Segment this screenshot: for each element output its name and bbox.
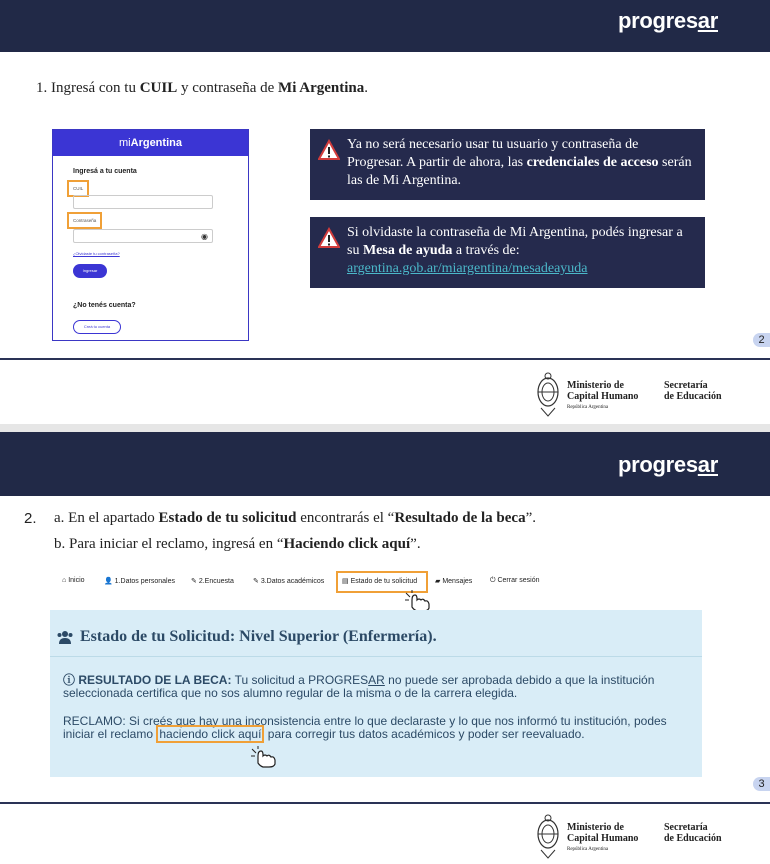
- nav-datos-academicos[interactable]: ✎ 3.Datos académicos: [253, 578, 325, 585]
- header-banner: [0, 432, 770, 496]
- nav-mensajes[interactable]: ▰ Mensajes: [435, 578, 473, 585]
- nav-cerrar-sesion[interactable]: ⏻ Cerrar sesión: [490, 577, 540, 584]
- notice-credentials: Ya no será necesario usar tu usuario y contraseña de Progresar. A partir de ahora, las credenciales de acceso serán las de Mi Argentina.: [310, 129, 705, 200]
- users-icon: [56, 630, 74, 644]
- page-number: 2: [753, 333, 770, 347]
- footer-logos: [535, 370, 735, 420]
- coat-of-arms-icon: [535, 370, 561, 418]
- progresar-logo: progresar: [617, 452, 718, 477]
- footer-divider: [0, 358, 770, 360]
- ministry-name: Ministerio de Capital Humano República Argentina: [567, 380, 639, 410]
- step-1-instruction: 1. Ingresá con tu CUIL y contraseña de Mi Argentina.: [36, 80, 369, 96]
- forgot-password-link[interactable]: ¿Olvidaste tu contraseña?: [73, 251, 120, 256]
- login-title: Ingresá a tu cuenta: [73, 168, 137, 175]
- claim-link[interactable]: haciendo click aquí: [156, 725, 264, 743]
- footer-divider: [0, 802, 770, 804]
- solicitud-status-panel: [50, 610, 702, 777]
- password-field[interactable]: [73, 229, 213, 243]
- result-message: ⓘ RESULTADO DE LA BECA: Tu solicitud a PROGRESAR no puede ser aprobada debido a que la institución seleccionada certifica que no sos alumno regular de la misma o de la carrera elegida.: [63, 673, 655, 700]
- step-2a-instruction: a. En el apartado Estado de tu solicitud encontrarás el “Resultado de la beca”.: [54, 510, 537, 526]
- ministry-name: Ministerio de Capital Humano República Argentina: [567, 822, 639, 852]
- nav-datos-personales[interactable]: 👤 1.Datos personales: [104, 578, 175, 585]
- warning-icon: [318, 139, 340, 161]
- panel-title: Estado de tu Solicitud: Nivel Superior (Enfermería).: [80, 628, 437, 645]
- pointer-hand-icon: [250, 746, 280, 768]
- help-desk-link[interactable]: argentina.gob.ar/miargentina/mesadeayuda: [347, 261, 588, 276]
- nav-inicio[interactable]: ⌂ Inicio: [62, 577, 85, 584]
- nav-encuesta[interactable]: ✎ 2.Encuesta: [191, 578, 234, 585]
- panel-divider: [50, 656, 702, 657]
- page-number: 3: [753, 777, 770, 791]
- slide-2: [0, 432, 770, 864]
- step-2-number: 2.: [24, 510, 37, 527]
- secretary-name: Secretaría de Educación: [664, 822, 722, 844]
- coat-of-arms-icon: [535, 812, 561, 860]
- footer-logos: [535, 812, 735, 862]
- login-button[interactable]: Ingresar: [73, 264, 107, 278]
- secretary-name: Secretaría de Educación: [664, 380, 722, 402]
- notice-help-desk: Si olvidaste la contraseña de Mi Argentina, podés ingresar a su Mesa de ayuda a través de: argentina.gob.ar/miargentina/mesadeayuda: [310, 217, 705, 288]
- cuil-label: CUIL: [67, 180, 89, 197]
- claim-message: RECLAMO: Si creés que hay una inconsistencia entre lo que declaraste y lo que nos informó tu institución, podes iniciar el reclamo haciendo click aquí para corregir tus datos académicos y poder ser reevaluado.: [63, 714, 667, 741]
- pointer-hand-icon: [404, 590, 434, 612]
- step-2b-instruction: b. Para iniciar el reclamo, ingresá en “Haciendo click aquí”.: [54, 536, 421, 552]
- password-label: Contraseña: [67, 212, 102, 229]
- eye-icon[interactable]: ◉: [201, 232, 208, 241]
- create-account-button[interactable]: Creá tu cuenta: [73, 320, 121, 334]
- progresar-logo: progresar: [617, 8, 718, 33]
- no-account-text: ¿No tenés cuenta?: [73, 302, 136, 309]
- slide-1: [0, 0, 770, 424]
- header-banner: [0, 0, 770, 52]
- miargentina-login-screenshot: [52, 129, 249, 341]
- warning-icon: [318, 227, 340, 249]
- nav-estado-solicitud[interactable]: ▤ Estado de tu solicitud: [342, 578, 418, 585]
- cuil-field[interactable]: [73, 195, 213, 209]
- info-icon: ⓘ: [63, 673, 79, 687]
- login-header: miArgentina: [53, 130, 248, 156]
